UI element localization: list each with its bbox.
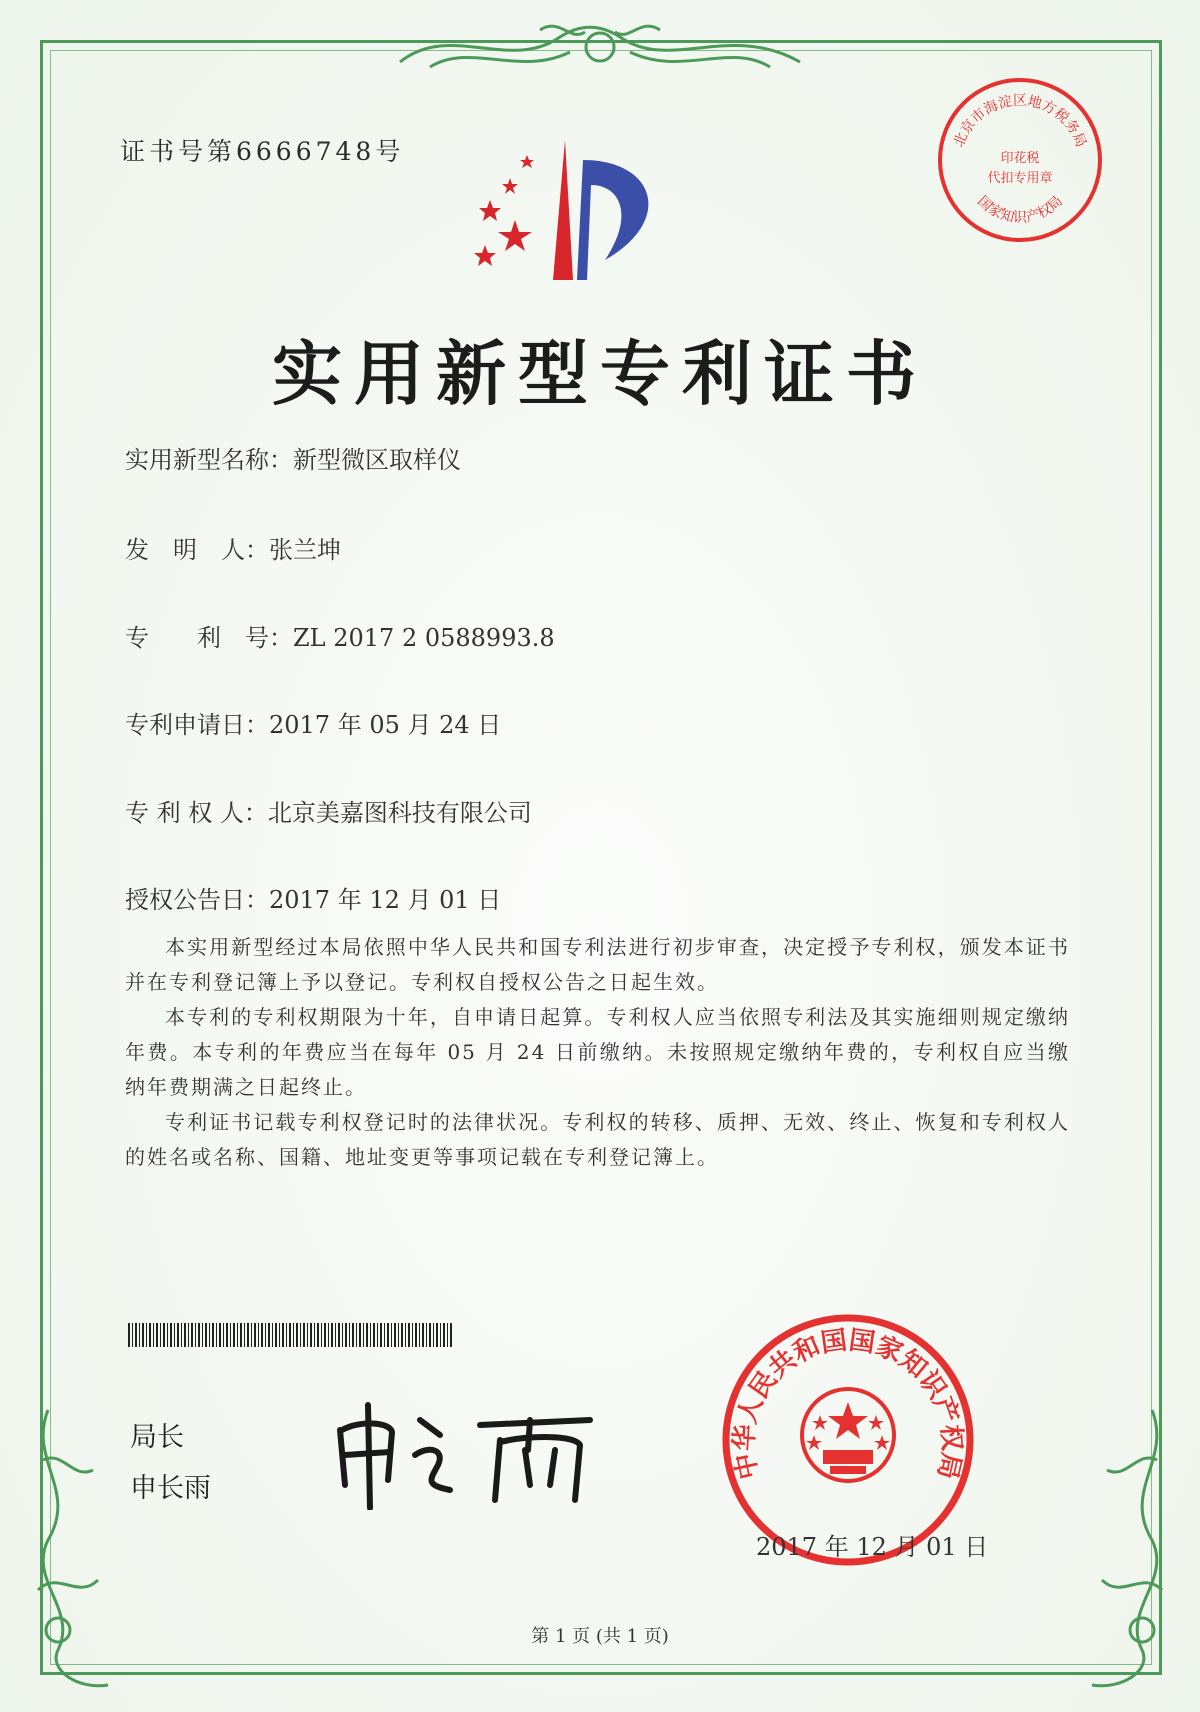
director-signature <box>330 1400 610 1510</box>
seal-date: 2017 年 12 月 01 日 <box>756 1533 989 1561</box>
tax-stamp-ring-text: 北京市海淀区地方税务局 <box>950 92 1090 150</box>
field-label: 发 明 人： <box>125 536 269 564</box>
barcode <box>128 1323 452 1347</box>
field-grant-date <box>125 880 501 915</box>
tax-stamp <box>930 70 1110 250</box>
body-text <box>125 930 1070 1175</box>
field-value: 2017 年 12 月 01 日 <box>269 886 502 914</box>
field-application-date <box>125 705 501 740</box>
field-value: ZL 2017 2 0588993.8 <box>293 624 555 652</box>
field-value: 张兰坤 <box>269 536 341 564</box>
top-ornament <box>390 12 810 82</box>
field-patentee <box>125 793 532 828</box>
field-inventor <box>125 530 341 565</box>
body-paragraph-1: 本实用新型经过本局依照中华人民共和国专利法进行初步审查，决定授予专利权，颁发本证书并在专利登记簿上予以登记。专利权自授权公告之日起生效。 <box>125 935 1070 994</box>
page-number: 第 1 页 (共 1 页) <box>531 1626 669 1647</box>
body-paragraph-3: 专利证书记载专利权登记时的法律状况。专利权的转移、质押、无效、终止、恢复和专利权人的姓名或名称、国籍、地址变更等事项记载在专利登记簿上。 <box>125 1110 1070 1169</box>
svg-text:国家知识产权局 <box>974 193 1066 226</box>
field-value: 新型微区取样仪 <box>293 446 461 474</box>
certificate-title: 实用新型专利证书 <box>272 333 928 415</box>
bottom-left-ornament <box>18 1400 138 1700</box>
field-utility-model-name <box>125 440 461 475</box>
field-label: 授权公告日： <box>125 886 269 914</box>
field-value: 2017 年 05 月 24 日 <box>269 711 502 739</box>
field-value: 北京美嘉图科技有限公司 <box>267 799 532 827</box>
field-label: 实用新型名称： <box>125 446 293 474</box>
field-patent-number <box>125 618 555 653</box>
director-title: 局长 <box>130 1422 184 1453</box>
field-label: 专 利 号： <box>125 624 293 652</box>
tax-stamp-bottom-text: 国家知识产权局 <box>974 193 1066 227</box>
svg-text:北京市海淀区地方税务局 <box>951 92 1089 149</box>
field-label: 专 利 权 人： <box>125 799 268 827</box>
tax-stamp-line2: 代扣专用章 <box>987 171 1053 186</box>
official-seal-ring-text: 中华人民共和国国家知识产权局 <box>729 1325 967 1482</box>
tax-stamp-line1: 印花税 <box>1000 151 1040 166</box>
bottom-right-ornament <box>1062 1400 1182 1700</box>
field-label: 专利申请日： <box>125 711 269 739</box>
certificate-number: 证书号第6666748号 <box>120 137 405 166</box>
body-paragraph-2: 本专利的专利权期限为十年，自申请日起算。专利权人应当依照专利法及其实施细则规定缴纳年费。本专利的年费应当在每年 05 月 24 日前缴纳。未按照规定缴纳年费的，专利权自应当缴纳年费期满之日起终止。 <box>125 1005 1070 1099</box>
director-name: 申长雨 <box>130 1473 211 1504</box>
cnipa-logo <box>455 130 695 290</box>
